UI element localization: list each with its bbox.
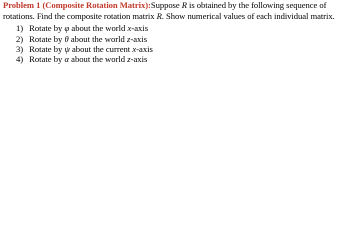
problem-title: (Composite Rotation Matrix): (42, 0, 151, 10)
matrix-symbol: R (181, 0, 187, 10)
problem-number: Problem 1 (3, 0, 41, 10)
problem-body-part2: is obtained by the following sequence of rotations. Find the composite rotation matrix (3, 0, 327, 21)
step-number: 4) (16, 54, 24, 65)
step-middle: about the world (69, 54, 128, 65)
document-page (0, 0, 350, 74)
rotation-step (16, 44, 348, 54)
step-number: 1) (16, 23, 24, 34)
step-prefix: Rotate by (29, 54, 65, 65)
angle-symbol: φ (64, 23, 70, 34)
problem-body-part3: . Show numerical values of each individual matrix. (161, 10, 335, 21)
step-suffix: -axis (130, 33, 148, 44)
step-middle: about the current (69, 44, 133, 54)
step-suffix: -axis (131, 23, 149, 34)
step-prefix: Rotate by (29, 33, 65, 44)
step-prefix: Rotate by (29, 23, 65, 34)
problem-statement (3, 0, 348, 21)
angle-symbol: ψ (64, 44, 70, 54)
axis-symbol: z (126, 33, 131, 44)
axis-symbol: x (132, 44, 137, 54)
problem-heading (3, 0, 151, 10)
step-prefix: Rotate by (29, 44, 65, 54)
angle-symbol: θ (64, 33, 69, 44)
step-number: 3) (16, 44, 24, 54)
problem-body-part1: Suppose (150, 0, 182, 10)
rotation-steps-list (3, 23, 348, 65)
rotation-step (16, 54, 348, 64)
step-suffix: -axis (136, 44, 153, 54)
rotation-step (16, 34, 348, 44)
step-number: 2) (16, 33, 24, 44)
rotation-step (16, 23, 348, 33)
step-suffix: -axis (130, 54, 148, 65)
angle-symbol: α (64, 54, 69, 65)
step-middle: about the world (69, 23, 128, 34)
axis-symbol: z (127, 54, 131, 65)
matrix-symbol-2: R (156, 10, 162, 21)
axis-symbol: x (127, 23, 132, 34)
step-middle: about the world (68, 33, 127, 44)
